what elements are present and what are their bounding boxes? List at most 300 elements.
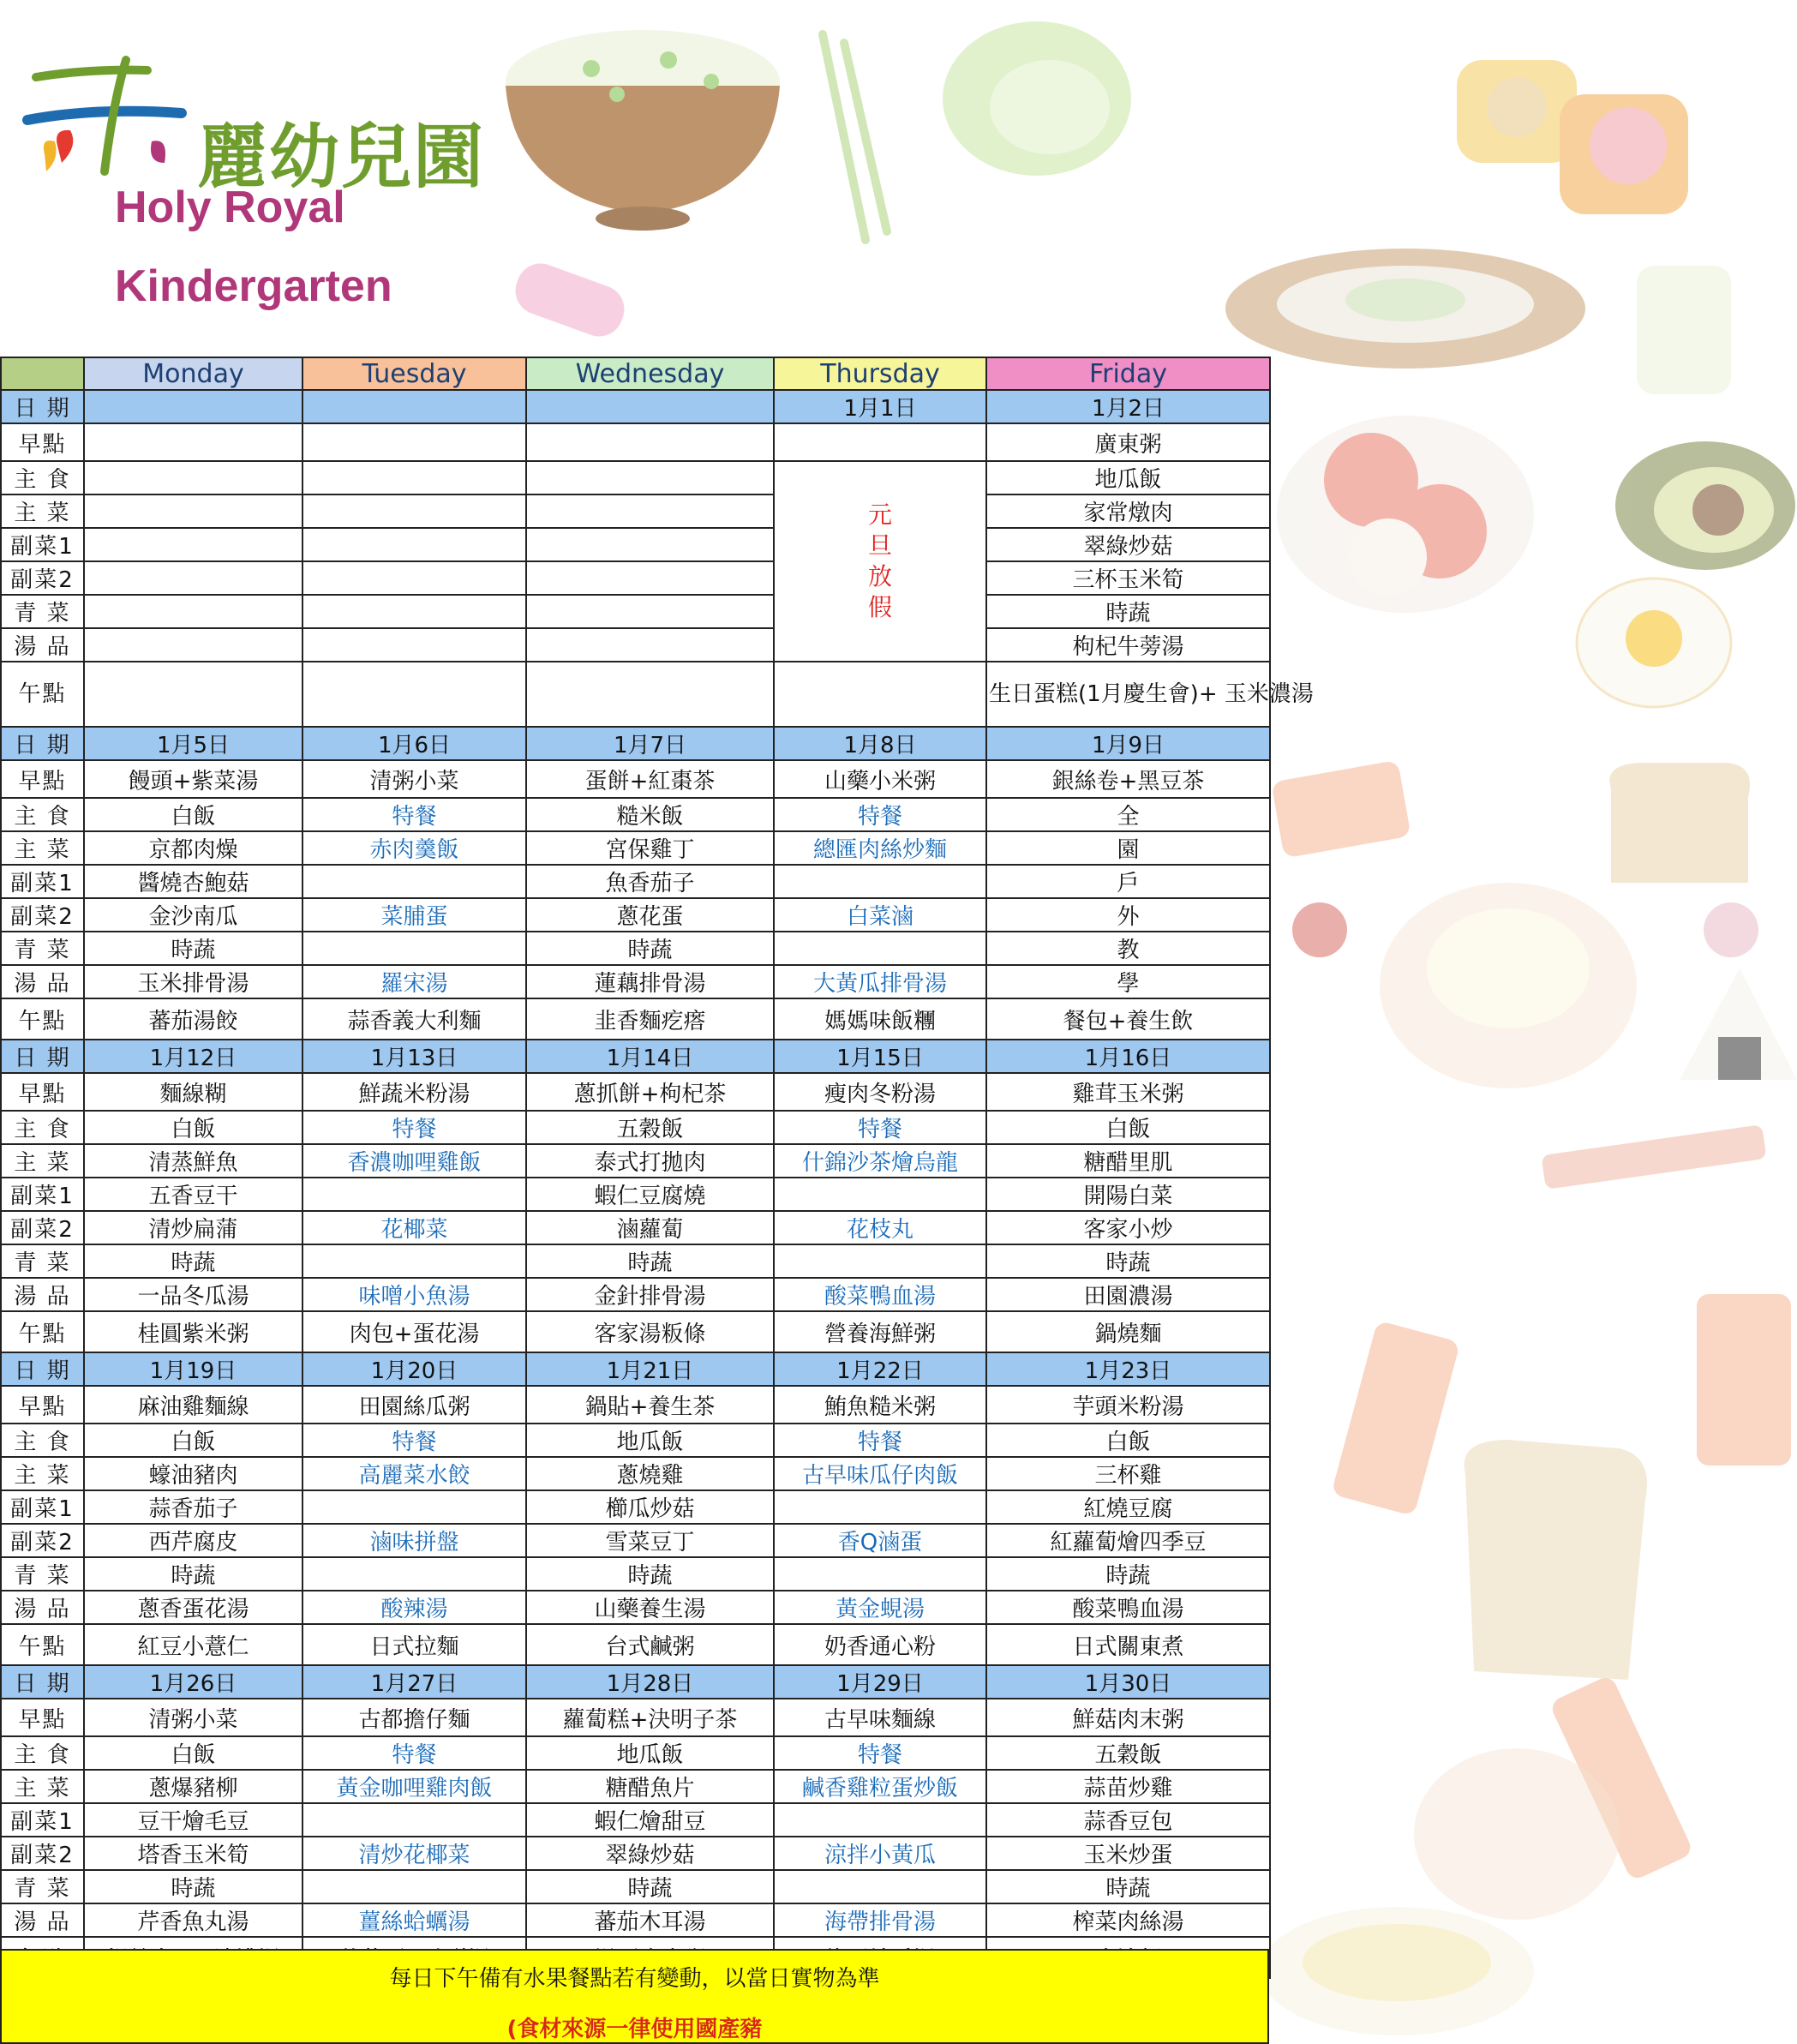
main-row (1, 1770, 1270, 1803)
afternoon-snack-row (1, 998, 1270, 1040)
morning-snack-cell: 銀絲卷+黑豆茶 (986, 760, 1270, 798)
side2-cell: 菜脯蛋 (302, 898, 526, 932)
soup-cell: 羅宋湯 (302, 965, 526, 998)
row-label-side1: 副菜1 (1, 865, 84, 898)
morning-snack-cell: 田園絲瓜粥 (302, 1386, 526, 1424)
afternoon-snack-cell: 日式拉麵 (302, 1624, 526, 1665)
staple-row (1, 798, 1270, 831)
date-cell: 1月13日 (302, 1040, 526, 1073)
staple-cell: 白飯 (84, 1736, 302, 1770)
staple-cell: 白飯 (84, 798, 302, 831)
row-label-greens: 青 菜 (1, 932, 84, 965)
side2-cell: 花枝丸 (774, 1211, 986, 1244)
greens-cell (774, 1244, 986, 1278)
date-cell: 1月5日 (84, 727, 302, 760)
date-row (1, 390, 1270, 423)
day-header-friday: Friday (986, 357, 1270, 390)
afternoon-snack-cell: 蕃茄湯餃 (84, 998, 302, 1040)
date-row (1, 1040, 1270, 1073)
side2-row (1, 1524, 1270, 1557)
date-cell: 1月6日 (302, 727, 526, 760)
greens-cell: 時蔬 (986, 595, 1270, 628)
row-label-main: 主 菜 (1, 1144, 84, 1178)
row-label-side2: 副菜2 (1, 1211, 84, 1244)
date-cell: 1月19日 (84, 1352, 302, 1386)
morning-snack-cell (84, 423, 302, 461)
greens-cell: 時蔬 (84, 932, 302, 965)
afternoon-snack-cell: 紅豆小薏仁 (84, 1624, 302, 1665)
afternoon-snack-cell (526, 662, 774, 727)
staple-cell: 特餐 (774, 1111, 986, 1144)
afternoon-snack-cell: 台式鹹粥 (526, 1624, 774, 1665)
date-cell (526, 390, 774, 423)
row-label-side2: 副菜2 (1, 898, 84, 932)
main-cell (302, 495, 526, 528)
footer-note-line1: 每日下午備有水果餐點若有變動，以當日實物為準 (389, 1966, 880, 1992)
date-cell: 1月22日 (774, 1352, 986, 1386)
staple-cell (84, 461, 302, 495)
staple-cell: 特餐 (302, 1424, 526, 1457)
side2-cell: 金沙南瓜 (84, 898, 302, 932)
greens-cell (774, 1870, 986, 1903)
soup-cell: 榨菜肉絲湯 (986, 1903, 1270, 1937)
side1-cell: 櫛瓜炒菇 (526, 1490, 774, 1524)
morning-snack-cell: 麵線糊 (84, 1073, 302, 1111)
row-label-afternoon-snack: 午點 (1, 1311, 84, 1352)
morning-snack-row (1, 1699, 1270, 1736)
greens-cell (774, 932, 986, 965)
side2-cell: 玉米炒蛋 (986, 1837, 1270, 1870)
day-header-thursday: Thursday (774, 357, 986, 390)
main-row (1, 1457, 1270, 1490)
staple-cell: 五穀飯 (986, 1736, 1270, 1770)
staple-cell (526, 461, 774, 495)
soup-cell: 味噌小魚湯 (302, 1278, 526, 1311)
afternoon-snack-cell: 桂圓紫米粥 (84, 1311, 302, 1352)
afternoon-snack-cell (774, 662, 986, 727)
side2-cell: 塔香玉米筍 (84, 1837, 302, 1870)
soup-cell: 蓮藕排骨湯 (526, 965, 774, 998)
soup-cell: 酸菜鴨血湯 (774, 1278, 986, 1311)
date-cell: 1月12日 (84, 1040, 302, 1073)
row-label-side2: 副菜2 (1, 1837, 84, 1870)
side1-cell (774, 1803, 986, 1837)
main-row (1, 495, 1270, 528)
side1-cell (302, 1178, 526, 1211)
row-label-side2: 副菜2 (1, 1524, 84, 1557)
holiday-cell (774, 461, 986, 662)
side2-cell: 三杯玉米筍 (986, 561, 1270, 595)
side1-cell: 開陽白菜 (986, 1178, 1270, 1211)
afternoon-snack-cell: 營養海鮮粥 (774, 1311, 986, 1352)
morning-snack-cell: 古都擔仔麵 (302, 1699, 526, 1736)
afternoon-snack-cell: 客家湯粄條 (526, 1311, 774, 1352)
side2-row (1, 1211, 1270, 1244)
morning-snack-cell: 雞茸玉米粥 (986, 1073, 1270, 1111)
main-cell: 總匯肉絲炒麵 (774, 831, 986, 865)
menu-body (1, 390, 1314, 1978)
soup-row (1, 628, 1270, 662)
staple-cell: 特餐 (302, 798, 526, 831)
day-header-row (1, 357, 1270, 390)
date-cell: 1月16日 (986, 1040, 1270, 1073)
side1-cell: 魚香茄子 (526, 865, 774, 898)
staple-cell: 特餐 (302, 1736, 526, 1770)
main-cell: 三杯雞 (986, 1457, 1270, 1490)
afternoon-snack-cell: 鍋燒麵 (986, 1311, 1270, 1352)
afternoon-snack-cell: 韭香麵疙瘩 (526, 998, 774, 1040)
side2-cell (302, 561, 526, 595)
row-label-morning-snack: 早點 (1, 1386, 84, 1424)
side1-row (1, 1490, 1270, 1524)
row-label-staple: 主 食 (1, 1111, 84, 1144)
side1-cell: 五香豆干 (84, 1178, 302, 1211)
logo-chinese-name: 麗幼兒園 (197, 117, 486, 198)
staple-cell: 地瓜飯 (526, 1424, 774, 1457)
soup-row (1, 1278, 1270, 1311)
greens-cell (302, 1557, 526, 1591)
morning-snack-cell: 鍋貼+養生茶 (526, 1386, 774, 1424)
row-label-afternoon-snack: 午點 (1, 662, 84, 727)
afternoon-snack-cell: 生日蛋糕(1月慶生會)+ 玉米濃湯 (986, 662, 1270, 727)
date-cell: 1月29日 (774, 1665, 986, 1699)
row-label-soup: 湯 品 (1, 628, 84, 662)
row-label-staple: 主 食 (1, 1736, 84, 1770)
morning-snack-cell: 古早味麵線 (774, 1699, 986, 1736)
soup-cell: 芹香魚丸湯 (84, 1903, 302, 1937)
side2-row (1, 1837, 1270, 1870)
greens-cell: 時蔬 (84, 1244, 302, 1278)
side1-cell (774, 865, 986, 898)
staple-cell: 白飯 (84, 1111, 302, 1144)
main-cell: 家常燉肉 (986, 495, 1270, 528)
avocado-illustration (1615, 441, 1795, 570)
morning-snack-cell: 鮮蔬米粉湯 (302, 1073, 526, 1111)
morning-snack-cell: 清粥小菜 (84, 1699, 302, 1736)
morning-snack-cell: 饅頭+紫菜湯 (84, 760, 302, 798)
main-cell: 京都肉燥 (84, 831, 302, 865)
side2-cell: 花椰菜 (302, 1211, 526, 1244)
date-cell: 1月26日 (84, 1665, 302, 1699)
greens-row (1, 1244, 1270, 1278)
staple-cell: 白飯 (986, 1424, 1270, 1457)
row-label-main: 主 菜 (1, 831, 84, 865)
greens-cell: 時蔬 (986, 1557, 1270, 1591)
soup-cell: 學 (986, 965, 1270, 998)
date-cell: 1月23日 (986, 1352, 1270, 1386)
row-label-morning-snack: 早點 (1, 423, 84, 461)
staple-cell: 地瓜飯 (986, 461, 1270, 495)
greens-cell: 時蔬 (526, 1244, 774, 1278)
row-label-soup: 湯 品 (1, 965, 84, 998)
row-label-afternoon-snack: 午點 (1, 1624, 84, 1665)
staple-row (1, 1111, 1270, 1144)
greens-cell (302, 1244, 526, 1278)
staple-cell (302, 461, 526, 495)
morning-snack-cell: 山藥小米粥 (774, 760, 986, 798)
side1-cell: 翠綠炒菇 (986, 528, 1270, 561)
row-label-side1: 副菜1 (1, 1490, 84, 1524)
soup-cell: 酸辣湯 (302, 1591, 526, 1624)
row-label-date: 日 期 (1, 727, 84, 760)
row-label-main: 主 菜 (1, 1770, 84, 1803)
side1-row (1, 865, 1270, 898)
soup-cell: 酸菜鴨血湯 (986, 1591, 1270, 1624)
soup-cell: 薑絲蛤蠣湯 (302, 1903, 526, 1937)
side2-row (1, 898, 1270, 932)
soup-cell: 蕃茄木耳湯 (526, 1903, 774, 1937)
staple-cell: 特餐 (774, 798, 986, 831)
main-cell (84, 495, 302, 528)
date-cell: 1月7日 (526, 727, 774, 760)
row-label-side1: 副菜1 (1, 1178, 84, 1211)
afternoon-snack-cell: 肉包+蛋花湯 (302, 1311, 526, 1352)
main-cell: 鹹香雞粒蛋炒飯 (774, 1770, 986, 1803)
morning-snack-cell: 清粥小菜 (302, 760, 526, 798)
side2-row (1, 561, 1270, 595)
afternoon-snack-cell: 奶香通心粉 (774, 1624, 986, 1665)
row-label-side1: 副菜1 (1, 1803, 84, 1837)
side1-cell (302, 865, 526, 898)
row-label-greens: 青 菜 (1, 1244, 84, 1278)
row-label-afternoon-snack: 午點 (1, 998, 84, 1040)
day-header-monday: Monday (84, 357, 302, 390)
date-cell: 1月1日 (774, 390, 986, 423)
staple-row (1, 1736, 1270, 1770)
soup-cell: 一品冬瓜湯 (84, 1278, 302, 1311)
morning-snack-row (1, 760, 1270, 798)
greens-row (1, 595, 1270, 628)
side2-cell: 蔥花蛋 (526, 898, 774, 932)
morning-snack-row (1, 1386, 1270, 1424)
main-row (1, 831, 1270, 865)
staple-cell: 特餐 (302, 1111, 526, 1144)
row-label-morning-snack: 早點 (1, 1073, 84, 1111)
greens-cell (84, 595, 302, 628)
afternoon-snack-row (1, 662, 1270, 727)
soup-cell: 枸杞牛蒡湯 (986, 628, 1270, 662)
row-label-greens: 青 菜 (1, 595, 84, 628)
soup-cell: 大黃瓜排骨湯 (774, 965, 986, 998)
side2-cell: 翠綠炒菇 (526, 1837, 774, 1870)
soup-cell (526, 628, 774, 662)
afternoon-snack-cell (84, 662, 302, 727)
date-cell: 1月30日 (986, 1665, 1270, 1699)
date-cell: 1月9日 (986, 727, 1270, 760)
main-cell: 蒜苗炒雞 (986, 1770, 1270, 1803)
main-cell: 糖醋魚片 (526, 1770, 774, 1803)
side1-cell (774, 1490, 986, 1524)
greens-row (1, 1557, 1270, 1591)
morning-snack-cell: 瘦肉冬粉湯 (774, 1073, 986, 1111)
morning-snack-row (1, 423, 1270, 461)
side2-cell: 外 (986, 898, 1270, 932)
row-label-morning-snack: 早點 (1, 1699, 84, 1736)
soup-cell: 黃金蜆湯 (774, 1591, 986, 1624)
staple-cell: 特餐 (774, 1424, 986, 1457)
morning-snack-cell: 蛋餅+紅棗茶 (526, 760, 774, 798)
row-label-side2: 副菜2 (1, 561, 84, 595)
side2-cell: 紅蘿蔔燴四季豆 (986, 1524, 1270, 1557)
corner-cell (1, 357, 84, 390)
main-cell: 黃金咖哩雞肉飯 (302, 1770, 526, 1803)
main-cell: 宮保雞丁 (526, 831, 774, 865)
greens-cell: 時蔬 (526, 1870, 774, 1903)
main-cell: 高麗菜水餃 (302, 1457, 526, 1490)
date-cell: 1月2日 (986, 390, 1270, 423)
side1-cell: 豆干燴毛豆 (84, 1803, 302, 1837)
side2-cell (84, 561, 302, 595)
logo-english-line2: Kindergarten (115, 261, 392, 311)
date-row (1, 1665, 1270, 1699)
greens-cell: 時蔬 (526, 1557, 774, 1591)
egg-illustration (1577, 578, 1731, 707)
page-header (0, 0, 1797, 351)
day-header-wednesday: Wednesday (526, 357, 774, 390)
salmon-illustration (1271, 760, 1791, 1882)
side1-cell: 醬燒杏鮑菇 (84, 865, 302, 898)
row-label-staple: 主 食 (1, 798, 84, 831)
morning-snack-cell: 麻油雞麵線 (84, 1386, 302, 1424)
side1-row (1, 1178, 1270, 1211)
row-label-staple: 主 食 (1, 461, 84, 495)
staple-cell: 全 (986, 798, 1270, 831)
footer-note (0, 1949, 1269, 2044)
side1-cell (302, 1490, 526, 1524)
footer-note-line2: (食材來源一律使用國產豬 (506, 2017, 763, 2042)
greens-cell (526, 595, 774, 628)
morning-snack-cell: 鮪魚糙米粥 (774, 1386, 986, 1424)
side2-cell: 西芹腐皮 (84, 1524, 302, 1557)
afternoon-snack-cell: 餐包+養生飲 (986, 998, 1270, 1040)
soup-row (1, 1903, 1270, 1937)
side1-cell: 蝦仁燴甜豆 (526, 1803, 774, 1837)
holiday-text: 元旦放假 (867, 501, 892, 621)
main-row (1, 1144, 1270, 1178)
date-cell (84, 390, 302, 423)
row-label-soup: 湯 品 (1, 1591, 84, 1624)
staple-row (1, 1424, 1270, 1457)
soup-cell: 金針排骨湯 (526, 1278, 774, 1311)
side2-cell: 滷蘿蔔 (526, 1211, 774, 1244)
main-cell: 泰式打拋肉 (526, 1144, 774, 1178)
soup-cell (84, 628, 302, 662)
greens-cell (302, 932, 526, 965)
morning-snack-cell: 蔥抓餅+枸杞茶 (526, 1073, 774, 1111)
side1-cell (302, 528, 526, 561)
row-label-date: 日 期 (1, 390, 84, 423)
greens-cell (302, 1870, 526, 1903)
date-row (1, 1352, 1270, 1386)
row-label-main: 主 菜 (1, 1457, 84, 1490)
side1-cell: 蒜香豆包 (986, 1803, 1270, 1837)
staple-cell: 白飯 (84, 1424, 302, 1457)
staple-row (1, 461, 1270, 495)
bacon-illustration (1541, 1124, 1766, 1190)
greens-cell: 時蔬 (526, 932, 774, 965)
staple-cell: 糙米飯 (526, 798, 774, 831)
side2-cell: 清炒花椰菜 (302, 1837, 526, 1870)
staple-cell: 地瓜飯 (526, 1736, 774, 1770)
greens-row (1, 932, 1270, 965)
main-cell: 清蒸鮮魚 (84, 1144, 302, 1178)
logo-english-line1: Holy Royal (115, 183, 345, 232)
side1-cell (84, 528, 302, 561)
morning-snack-row (1, 1073, 1270, 1111)
row-label-date: 日 期 (1, 1665, 84, 1699)
date-cell: 1月8日 (774, 727, 986, 760)
row-label-soup: 湯 品 (1, 1278, 84, 1311)
afternoon-snack-cell: 媽媽味飯糰 (774, 998, 986, 1040)
side2-cell: 滷味拼盤 (302, 1524, 526, 1557)
morning-snack-cell (302, 423, 526, 461)
greens-cell (302, 595, 526, 628)
greens-cell: 時蔬 (84, 1557, 302, 1591)
afternoon-snack-cell (302, 662, 526, 727)
morning-snack-cell (526, 423, 774, 461)
bread-illustration (1465, 763, 1750, 1680)
date-cell: 1月14日 (526, 1040, 774, 1073)
side1-row (1, 1803, 1270, 1837)
caprese-illustration (1277, 416, 1534, 613)
main-cell: 古早味瓜仔肉飯 (774, 1457, 986, 1490)
main-cell: 香濃咖哩雞飯 (302, 1144, 526, 1178)
side2-cell: 白菜滷 (774, 898, 986, 932)
row-label-side1: 副菜1 (1, 528, 84, 561)
monthly-menu-table (0, 357, 1314, 1979)
row-label-morning-snack: 早點 (1, 760, 84, 798)
side2-cell: 客家小炒 (986, 1211, 1270, 1244)
main-cell: 蔥爆豬柳 (84, 1770, 302, 1803)
main-cell (526, 495, 774, 528)
row-label-main: 主 菜 (1, 495, 84, 528)
side2-cell (526, 561, 774, 595)
greens-cell: 時蔬 (986, 1870, 1270, 1903)
greens-cell: 教 (986, 932, 1270, 965)
side1-cell (774, 1178, 986, 1211)
salami-illustration (1292, 902, 1758, 957)
side2-cell: 香Q滷蛋 (774, 1524, 986, 1557)
main-cell: 園 (986, 831, 1270, 865)
date-cell: 1月28日 (526, 1665, 774, 1699)
side1-cell: 蒜香茄子 (84, 1490, 302, 1524)
soup-cell: 山藥養生湯 (526, 1591, 774, 1624)
afternoon-snack-cell: 蒜香義大利麵 (302, 998, 526, 1040)
side1-row (1, 528, 1270, 561)
soup-cell (302, 628, 526, 662)
side1-cell (526, 528, 774, 561)
greens-cell: 時蔬 (84, 1870, 302, 1903)
row-label-date: 日 期 (1, 1352, 84, 1386)
soup-cell: 田園濃湯 (986, 1278, 1270, 1311)
side1-cell: 紅燒豆腐 (986, 1490, 1270, 1524)
morning-snack-cell: 廣東粥 (986, 423, 1270, 461)
side1-cell: 戶 (986, 865, 1270, 898)
soup-cell: 海帶排骨湯 (774, 1903, 986, 1937)
soup-row (1, 1591, 1270, 1624)
morning-snack-cell: 芋頭米粉湯 (986, 1386, 1270, 1424)
main-cell: 蠔油豬肉 (84, 1457, 302, 1490)
soup-cell: 玉米排骨湯 (84, 965, 302, 998)
side2-cell: 雪菜豆丁 (526, 1524, 774, 1557)
morning-snack-cell: 鮮菇肉末粥 (986, 1699, 1270, 1736)
main-cell: 赤肉羹飯 (302, 831, 526, 865)
staple-cell: 特餐 (774, 1736, 986, 1770)
side2-cell: 清炒扁蒲 (84, 1211, 302, 1244)
staple-cell: 白飯 (986, 1111, 1270, 1144)
row-label-soup: 湯 品 (1, 1903, 84, 1937)
side2-cell: 涼拌小黃瓜 (774, 1837, 986, 1870)
